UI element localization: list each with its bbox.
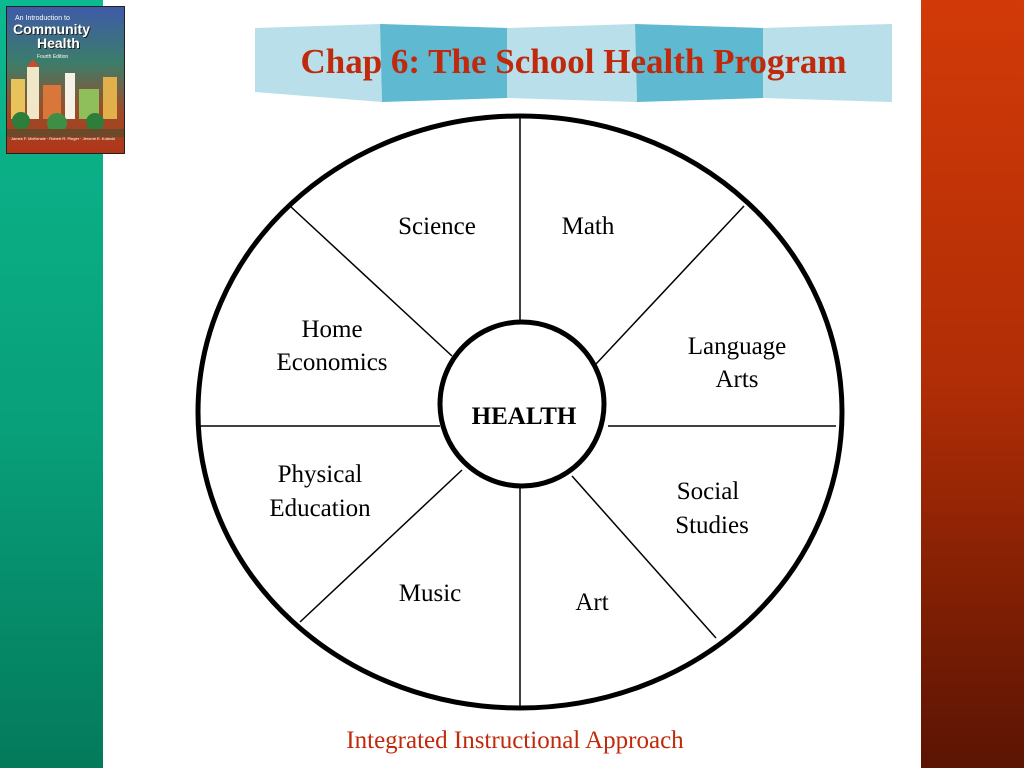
subject-home-economics-line1: Home [301, 316, 363, 343]
slide-title: Chap 6: The School Health Program [300, 42, 847, 81]
subject-language-arts-line1: Language [687, 333, 787, 360]
book-subtitle: An Introduction to [15, 15, 70, 22]
subject-art: Art [575, 589, 609, 616]
slide-caption: Integrated Instructional Approach [346, 727, 684, 754]
book-title-line-1: Community [13, 21, 90, 37]
subject-physical-education-line2: Education [269, 495, 371, 522]
subject-social-studies-line1: Social [676, 478, 740, 505]
book-title-line-2: Health [37, 35, 80, 51]
center-label: HEALTH [471, 403, 577, 430]
subject-social-studies-line2: Studies [675, 512, 749, 539]
subject-physical-education-line1: Physical [277, 461, 363, 488]
subject-music: Music [398, 580, 462, 607]
subject-home-economics-line2: Economics [276, 349, 388, 376]
subject-science: Science [398, 213, 476, 240]
subject-math: Math [561, 213, 615, 240]
book-authors: James F. McKenzie · Robert R. Pinger · Jerome E. Kotecki [11, 136, 116, 141]
book-edition: Fourth Edition [37, 54, 69, 60]
subject-language-arts-line2: Arts [715, 366, 759, 393]
